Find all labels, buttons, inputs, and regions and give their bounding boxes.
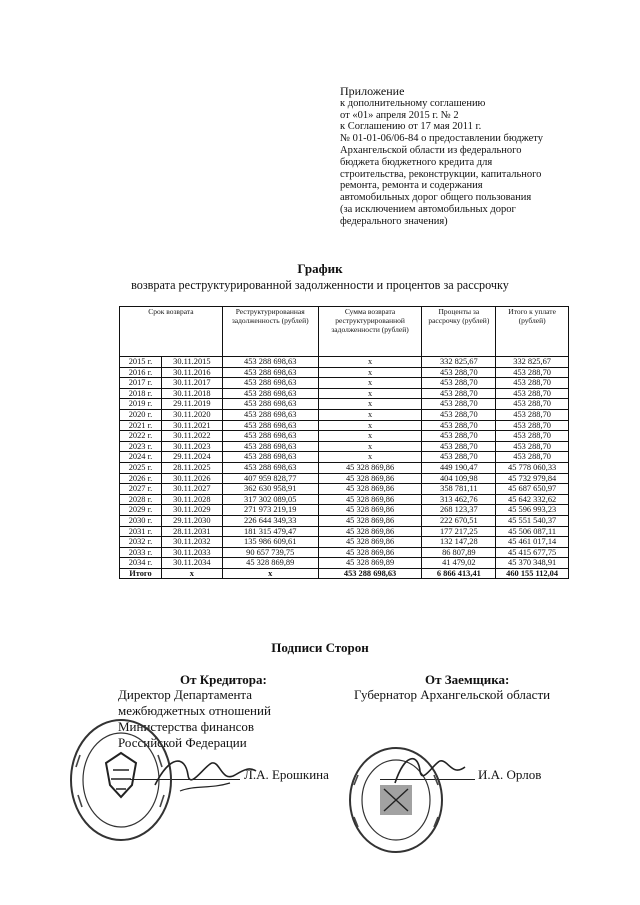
table-cell: 2018 г. [120, 388, 162, 399]
debtor-name: И.А. Орлов [478, 767, 542, 782]
schedule-subtitle: возврата реструктурированной задолженности и процентов за рассрочку [131, 278, 509, 292]
appendix-line: (за исключением автомобильных дорог [340, 203, 516, 215]
table-cell: 453 288,70 [496, 452, 569, 463]
table-cell: 226 644 349,33 [222, 515, 318, 526]
table-cell: 177 217,25 [422, 526, 496, 537]
creditor-line: Российской Федерации [118, 735, 247, 750]
table-row [120, 399, 569, 410]
table-cell: 45 328 869,86 [318, 537, 422, 548]
table-cell: 453 288,70 [496, 420, 569, 431]
table-cell: 30.11.2026 [161, 473, 222, 484]
appendix-line: федерального значения) [340, 215, 448, 227]
table-cell: 2023 г. [120, 441, 162, 452]
total-cell: 6 866 413,41 [422, 568, 496, 579]
header-total: Итого к уплате (рублей) [496, 307, 569, 357]
table-cell: 453 288 698,63 [222, 441, 318, 452]
table-row [120, 420, 569, 431]
debtor-signature [390, 745, 470, 795]
creditor-header: От Кредитора: [180, 672, 267, 687]
appendix-line: автомобильных дорог общего пользования [340, 192, 532, 204]
table-row [120, 388, 569, 399]
table-cell: 453 288,70 [422, 420, 496, 431]
table-cell: 2033 г. [120, 547, 162, 558]
table-cell: 29.11.2030 [161, 515, 222, 526]
table-cell: 2024 г. [120, 452, 162, 463]
table-cell: 30.11.2027 [161, 484, 222, 495]
table-cell: 453 288 698,63 [222, 409, 318, 420]
table-cell: 407 959 828,77 [222, 473, 318, 484]
table-total-row [120, 568, 569, 579]
table-cell: 45 778 060,33 [496, 462, 569, 473]
table-cell: 358 781,11 [422, 484, 496, 495]
debtor-header: От Заемщика: [425, 672, 510, 687]
table-cell: 41 479,02 [422, 558, 496, 569]
appendix-block [340, 86, 590, 228]
table-cell: 45 551 540,37 [496, 515, 569, 526]
table-row [120, 431, 569, 442]
table-cell: 30.11.2017 [161, 378, 222, 389]
table-row [120, 378, 569, 389]
table-cell: 45 415 677,75 [496, 547, 569, 558]
table-cell: x [318, 409, 422, 420]
table-cell: 132 147,28 [422, 537, 496, 548]
table-cell: 45 328 869,89 [318, 558, 422, 569]
table-row [120, 473, 569, 484]
total-cell: x [222, 568, 318, 579]
table-cell: 45 732 979,84 [496, 473, 569, 484]
table-header-row [120, 307, 569, 357]
table-cell: 2028 г. [120, 494, 162, 505]
table-cell: 30.11.2015 [161, 357, 222, 368]
table-cell: 30.11.2016 [161, 367, 222, 378]
appendix-line: к Соглашению от 17 мая 2011 г. [340, 121, 482, 133]
creditor-line: межбюджетных отношений [118, 703, 271, 718]
table-cell: 2026 г. [120, 473, 162, 484]
table-cell: 45 642 332,62 [496, 494, 569, 505]
table-cell: 317 302 089,05 [222, 494, 318, 505]
appendix-line: бюджета бюджетного кредита для [340, 156, 493, 168]
table-row [120, 537, 569, 548]
appendix-line: к дополнительному соглашению [340, 97, 486, 109]
table-cell: x [318, 378, 422, 389]
table-cell: x [318, 420, 422, 431]
creditor-signature [150, 745, 260, 800]
table-cell: 453 288,70 [422, 388, 496, 399]
table-cell: 453 288 698,63 [222, 420, 318, 431]
table-cell: 313 462,76 [422, 494, 496, 505]
table-cell: 2025 г. [120, 462, 162, 473]
table-cell: x [318, 441, 422, 452]
table-body [120, 357, 569, 579]
table-cell: 332 825,67 [422, 357, 496, 368]
table-cell: 30.11.2029 [161, 505, 222, 516]
table-cell: 45 328 869,86 [318, 547, 422, 558]
table-row [120, 526, 569, 537]
table-cell: 271 973 219,19 [222, 505, 318, 516]
table-cell: x [318, 431, 422, 442]
table-row [120, 357, 569, 368]
table-cell: 453 288 698,63 [222, 452, 318, 463]
table-cell: 453 288,70 [422, 452, 496, 463]
table-cell: 30.11.2028 [161, 494, 222, 505]
table-cell: 45 461 017,14 [496, 537, 569, 548]
table-cell: 86 807,89 [422, 547, 496, 558]
table-cell: 45 328 869,86 [318, 494, 422, 505]
table-cell: 222 670,51 [422, 515, 496, 526]
appendix-line: от «01» апреля 2015 г. № 2 [340, 109, 459, 121]
table-cell: 453 288,70 [422, 399, 496, 410]
table-cell: x [318, 399, 422, 410]
total-cell: x [161, 568, 222, 579]
table-cell: 28.11.2025 [161, 462, 222, 473]
table-cell: 45 328 869,86 [318, 515, 422, 526]
table-cell: 453 288 698,63 [222, 357, 318, 368]
header-return: Сумма возврата реструктурированной задолженности (рублей) [318, 307, 422, 357]
table-cell: 2015 г. [120, 357, 162, 368]
table-cell: 90 657 739,75 [222, 547, 318, 558]
table-cell: 28.11.2031 [161, 526, 222, 537]
appendix-title: Приложение [340, 84, 405, 98]
table-cell: 181 315 479,47 [222, 526, 318, 537]
table-cell: 453 288 698,63 [222, 431, 318, 442]
table-cell: 2016 г. [120, 367, 162, 378]
table-row [120, 547, 569, 558]
table-cell: 453 288,70 [496, 441, 569, 452]
creditor-name: Л.А. Ерошкина [244, 767, 329, 782]
table-cell: 453 288 698,63 [222, 367, 318, 378]
total-cell: 453 288 698,63 [318, 568, 422, 579]
table-cell: 45 687 650,97 [496, 484, 569, 495]
table-cell: 2027 г. [120, 484, 162, 495]
table-cell: x [318, 357, 422, 368]
table-cell: 453 288,70 [422, 378, 496, 389]
appendix-line: строительства, реконструкции, капитального [340, 168, 542, 180]
table-cell: 453 288,70 [496, 388, 569, 399]
table-cell: 2031 г. [120, 526, 162, 537]
schedule-table [119, 306, 569, 579]
schedule-heading [0, 261, 640, 293]
table-row [120, 367, 569, 378]
table-cell: 2034 г. [120, 558, 162, 569]
table-cell: 29.11.2019 [161, 399, 222, 410]
table-cell: 45 328 869,86 [318, 462, 422, 473]
table-cell: 453 288,70 [496, 378, 569, 389]
table-cell: 2017 г. [120, 378, 162, 389]
table-cell: 30.11.2022 [161, 431, 222, 442]
table-cell: 404 109,98 [422, 473, 496, 484]
table-cell: 135 986 609,61 [222, 537, 318, 548]
header-term: Срок возврата [120, 307, 223, 357]
table-cell: 268 123,37 [422, 505, 496, 516]
table-cell: 45 328 869,86 [318, 484, 422, 495]
table-row [120, 484, 569, 495]
table-row [120, 441, 569, 452]
total-cell: 460 155 112,04 [496, 568, 569, 579]
total-cell: Итого [120, 568, 162, 579]
table-cell: 453 288,70 [496, 409, 569, 420]
table-cell: 30.11.2023 [161, 441, 222, 452]
table-cell: 30.11.2021 [161, 420, 222, 431]
table-cell: 45 328 869,86 [318, 526, 422, 537]
table-cell: 2022 г. [120, 431, 162, 442]
table-row [120, 462, 569, 473]
table-cell: x [318, 452, 422, 463]
table-cell: 45 506 087,11 [496, 526, 569, 537]
table-row [120, 409, 569, 420]
table-cell: 30.11.2020 [161, 409, 222, 420]
table-row [120, 515, 569, 526]
table-cell: 2030 г. [120, 515, 162, 526]
schedule-title: График [297, 261, 343, 276]
table-cell: 449 190,47 [422, 462, 496, 473]
table-cell: 453 288 698,63 [222, 462, 318, 473]
table-cell: 453 288,70 [422, 367, 496, 378]
appendix-line: Архангельской области из федерального [340, 144, 522, 156]
table-cell: 453 288,70 [496, 431, 569, 442]
table-cell: 30.11.2018 [161, 388, 222, 399]
table-cell: 30.11.2033 [161, 547, 222, 558]
table-cell: 362 630 958,91 [222, 484, 318, 495]
table-row [120, 505, 569, 516]
table-cell: 2021 г. [120, 420, 162, 431]
table-cell: 30.11.2032 [161, 537, 222, 548]
table-cell: x [318, 367, 422, 378]
table-cell: 45 328 869,86 [318, 505, 422, 516]
appendix-line: № 01-01-06/06-84 о предоставлении бюджету [340, 133, 544, 145]
table-cell: 453 288 698,63 [222, 388, 318, 399]
table-cell: 2029 г. [120, 505, 162, 516]
table-cell: 453 288,70 [422, 409, 496, 420]
header-interest: Проценты за рассрочку (рублей) [422, 307, 496, 357]
table-cell: 2020 г. [120, 409, 162, 420]
table-cell: 453 288 698,63 [222, 399, 318, 410]
creditor-line: Директор Департамента [118, 687, 253, 702]
creditor-line: Министерства финансов [118, 719, 255, 734]
table-row [120, 494, 569, 505]
table-cell: x [318, 388, 422, 399]
table-cell: 30.11.2034 [161, 558, 222, 569]
table-cell: 2019 г. [120, 399, 162, 410]
debtor-title: Губернатор Архангельской области [354, 687, 551, 702]
signatures-title: Подписи Сторон [271, 640, 369, 655]
table-cell: 45 328 869,86 [318, 473, 422, 484]
table-cell: 332 825,67 [496, 357, 569, 368]
table-cell: 453 288,70 [496, 367, 569, 378]
table-cell: 45 370 348,91 [496, 558, 569, 569]
table-cell: 453 288,70 [422, 431, 496, 442]
table-cell: 2032 г. [120, 537, 162, 548]
table-row [120, 452, 569, 463]
table-cell: 45 596 993,23 [496, 505, 569, 516]
table-cell: 29.11.2024 [161, 452, 222, 463]
header-debt: Реструктурированная задолженность (рублей) [222, 307, 318, 357]
table-cell: 453 288,70 [422, 441, 496, 452]
table-cell: 453 288,70 [496, 399, 569, 410]
table-row [120, 558, 569, 569]
appendix-line: ремонта, ремонта и содержания [340, 180, 483, 192]
table-cell: 45 328 869,89 [222, 558, 318, 569]
table-cell: 453 288 698,63 [222, 378, 318, 389]
